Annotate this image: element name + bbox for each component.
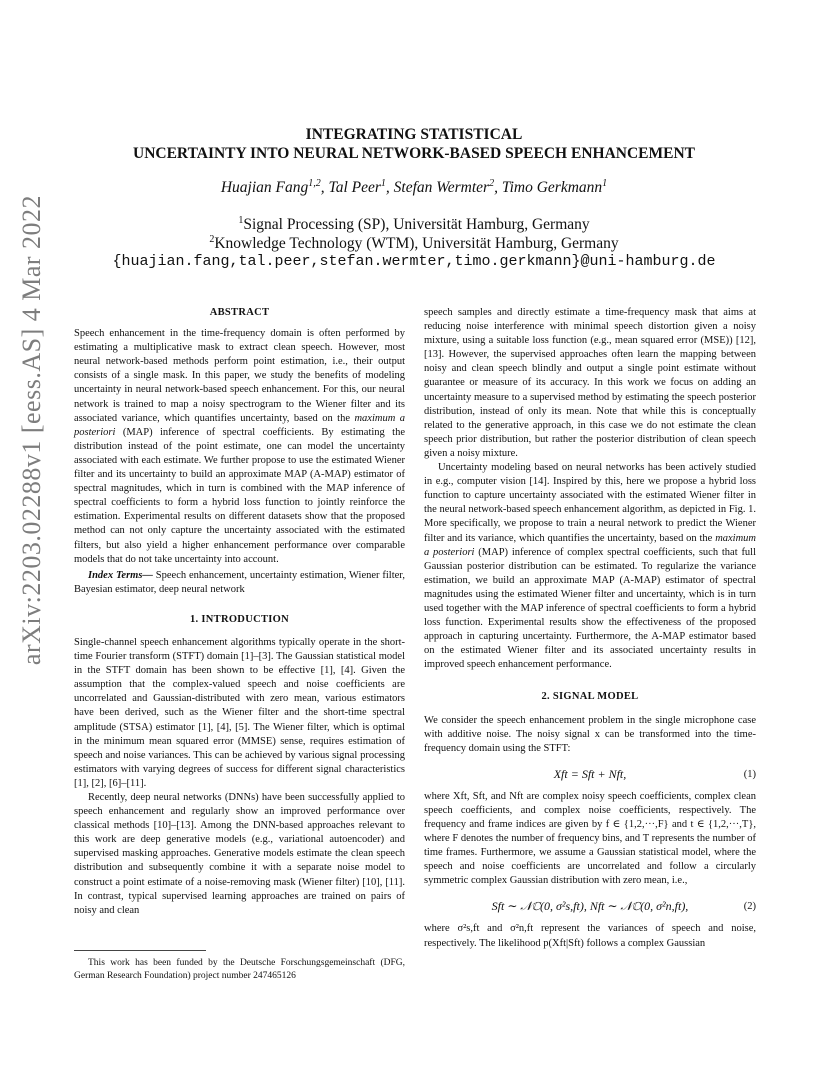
author-3: Stefan Wermter$^2$ — [393, 177, 495, 196]
abstract-heading: ABSTRACT — [209, 307, 270, 318]
section-1-heading: 1. INTRODUCTION — [189, 613, 289, 625]
equation-2-number: (2) — [743, 901, 756, 913]
signal-model-paragraph: We consider the speech enhancement problem in the single microphone case with additive noise. The noisy signal x can be transformed into the time-frequency domain using the STFT: — [424, 714, 756, 754]
author-2: Tal Peer$^1$ — [328, 177, 386, 196]
author-emails: {huajian.fang,tal.peer,stefan.wermter,timo.gerkmann}@uni-hamburg.de — [112, 253, 716, 270]
abstract-emphasis: maximum a posteriori — [74, 412, 406, 438]
equation-1-number: (1) — [743, 768, 756, 780]
equation-1-body: Xft = Sft + Nft, — [553, 766, 627, 781]
map-emphasis: maximum a posteriori — [424, 532, 757, 558]
affiliations — [0, 215, 828, 253]
variables-paragraph: where Xft, Sft, and Nft are complex noisy speech coefficients, complex clean speech coefficients, and complex noise coefficients, respectively. The frequency and frame indices are given by f ∈ {1,2,···,F} and t ∈ {1,2,···,T}, where F denotes the number of frequency bins, and T represents the number of time frames. Furthermore, we assume a Gaussian statistical model, where the speech and noise coefficients are uncorrelated and follow a circularly symmetric complex Gaussian distribution with zero mean, i.e., — [424, 790, 756, 887]
title-line-2: UNCERTAINTY INTO NEURAL NETWORK-BASED SPEECH ENHANCEMENT — [133, 145, 695, 162]
equation-1 — [424, 760, 756, 790]
author-4: Timo Gerkmann$^1$ — [501, 177, 608, 196]
left-column — [74, 306, 405, 918]
equation-2 — [424, 892, 756, 922]
intro-paragraph-1: Single-channel speech enhancement algorithms typically operate in the short-time Fourier transform (STFT) domain [1]–[3]. The Gaussian statistical model in the STFT domain has been shown to be effective [1], [4]. Given the assumption that the complex-valued speech and noise coefficients are uncorrelated and Gaussian-distributed with zero mean, various estimators have been derived, such as the Wiener filter and the short-time spectral amplitude (STSA) estimator [1], [4], [5]. The Wiener filter, which is optimal in the minimum mean squared error (MMSE) sense, requires estimation of speech and noise variances. This can be achieved by various signal processing estimators with varying degrees of success for different signal characteristics [1], [2], [6]–[11]. — [74, 636, 405, 789]
affiliation-1: $^1$Signal Processing (SP), Universität Hamburg, Germany — [238, 214, 590, 233]
footnote-rule — [74, 950, 206, 951]
index-terms: Index Terms— Speech enhancement, uncertainty estimation, Wiener filter, Bayesian estimator, deep neural network — [74, 569, 405, 595]
variances-paragraph: where σ²s,ft and σ²n,ft represent the variances of speech and noise, respectively. The likelihood p(Xft|Sft) follows a complex Gaussian — [424, 923, 756, 949]
title-line-1: INTEGRATING STATISTICAL — [305, 126, 523, 143]
arxiv-identifier: arXiv:2203.02288v1 [eess.AS] 4 Mar 2022 — [17, 194, 46, 666]
footnote: This work has been funded by the Deutsche Forschungsgemeinschaft (DFG, German Research Foundation) project number 247465126 — [74, 958, 405, 981]
right-paragraph-2: Uncertainty modeling based on neural networks has been actively studied in e.g., computer vision [14]. Inspired by this, here we propose a hybrid loss function to capture uncertainty associated with the estimated Wiener filter in the neural network-based speech enhancement algorithm, as depicted in Fig. 1. More specifically, we propose to train a neural network to predict the Wiener filter and its variance, which quantifies the uncertainty, based on the maximum a posteriori (MAP) inference of complex spectral coefficients, such that full Gaussian posterior distribution can be estimated. To regularize the variance estimation, we build an approximate MAP (A-MAP) estimator of spectral magnitudes using the estimated Wiener filter and uncertainty, which is in turn used together with the MAP inference of spectral coefficients to form a hybrid loss function. Experimental results show the effectiveness of the proposed approach in capturing uncertainty. Furthermore, the A-MAP estimator based on the estimated Wiener filter and its associated uncertainty results in improved speech enhancement performance. — [424, 462, 757, 671]
author-1: Huajian Fang$^{1,2}$ — [220, 177, 321, 196]
equation-2-body: Sft ∼ 𝒩ℂ(0, σ²s,ft), Nft ∼ 𝒩ℂ(0, σ²n,ft), — [491, 899, 689, 914]
right-column — [424, 306, 756, 951]
intro-paragraph-2: Recently, deep neural networks (DNNs) have been successfully applied to speech enhancement and regularly show an improved performance over classical methods [10]–[13]. Among the DNN-based approaches relevant to this work are deep generative models (e.g., variational autoencoder) and supervised masking approaches. Generative models estimate the clean speech distribution and subsequently combine it with a separate noise model to construct a point estimate of a noise-removing mask (Wiener filter) [10], [11]. In contrast, typical supervised learning approaches are trained on pairs of noisy and clean — [74, 792, 405, 916]
affiliation-2: $^2$Knowledge Technology (WTM), Universität Hamburg, Germany — [209, 233, 619, 252]
right-paragraph-1: speech samples and directly estimate a time-frequency mask that aims at reducing noise interference with minimal speech distortion given a noisy mixture, using a suitable loss function (e.g., mean squared error (MSE)) [12], [13]. However, the supervised approaches often learn the mapping between noisy and clean speech blindly and output a single point estimate without guarantee or measure of its accuracy. In this work we focus on adding an uncertainty measure to a supervised method by estimating the speech posterior distribution, instead of only its mean. Note that while this is conceptually related to the generative approach, in this case we do not estimate the clean speech prior distribution, but rather the posterior distribution of clean speech given a noisy mixture. — [424, 307, 756, 459]
section-2-heading: 2. SIGNAL MODEL — [541, 691, 639, 703]
index-terms-label: Index Terms— — [88, 569, 153, 581]
paper-title — [0, 125, 828, 163]
author-list: Huajian Fang$^{1,2}$, Tal Peer$^1$, Stefan Wermter$^2$, Timo Gerkmann$^1$ — [220, 177, 608, 196]
abstract-text: Speech enhancement in the time-frequency domain is often performed by estimating a multiplicative mask to extract clean speech. However, most neural network-based methods perform point estimation, i.e., their output consists of a single mask. In this paper, we study the benefits of modeling uncertainty in neural network-based speech enhancement. For this, our neural network is trained to map a noisy spectrogram to the Wiener filter and its associated variance, which quantifies uncertainty, based on the maximum a posteriori (MAP) inference of spectral coefficients. By estimating the distribution instead of the point estimate, one can model the uncertainty associated with each estimate. We further propose to use the estimated Wiener filter and its uncertainty to build an approximate MAP (A-MAP) estimator of spectral magnitudes, which in turn is combined with the MAP inference of spectral coefficients to form a hybrid loss function to jointly reinforce the estimation. Experimental results on different datasets show that the proposed method can not only capture the uncertainty associated with the estimated filters, but also yield a higher enhancement performance over comparable models that do not take uncertainty into account. — [74, 328, 406, 565]
